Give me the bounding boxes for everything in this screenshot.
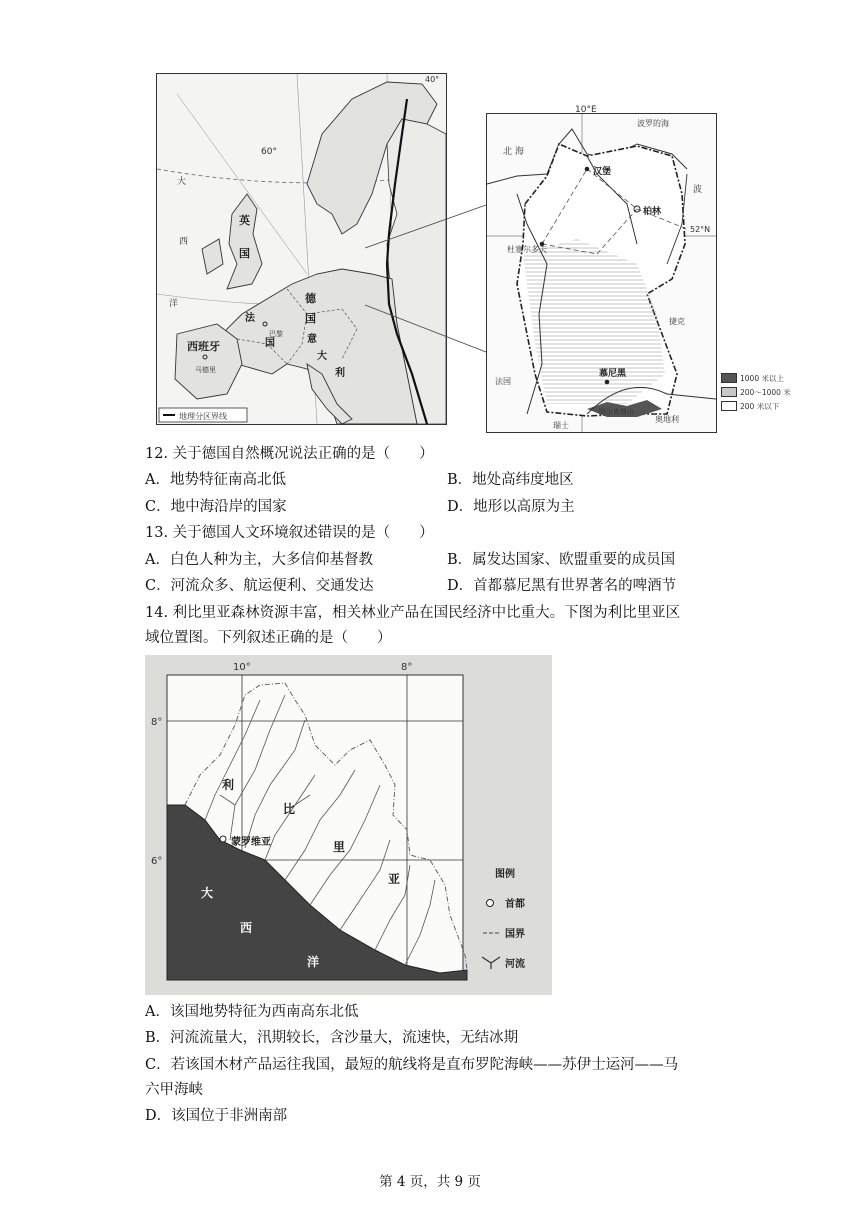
uk-label-1: 英: [239, 214, 250, 227]
q14-option-a: A．该国地势特征为西南高东北低: [145, 1004, 359, 1020]
liberia-map: [145, 655, 552, 995]
q14-option-d: D．该国位于非洲南部: [145, 1108, 288, 1124]
country-label-3: 里: [333, 840, 346, 854]
hamburg-dot: [585, 167, 590, 172]
legend-high-swatch: [721, 373, 737, 383]
legend-border-label: 国界: [505, 929, 525, 940]
paris-label: 巴黎: [269, 330, 283, 338]
q12-stem: 12. 关于德国自然概况说法正确的是（ ）: [145, 446, 434, 462]
legend-river-label: 河流: [505, 959, 525, 970]
country-label-1: 利: [222, 778, 235, 792]
q13-option-c: C．河流众多、航运便利、交通发达: [145, 578, 374, 594]
legend-mid-swatch: [721, 387, 737, 397]
lon8-label: 8°: [401, 662, 413, 673]
monrovia-label: 蒙罗维亚: [231, 837, 271, 848]
italy-label-1: 意: [307, 334, 317, 345]
lat6-label: 6°: [151, 856, 163, 867]
lon10-label: 10°: [233, 662, 251, 673]
germany-map: [486, 105, 717, 433]
q13-option-d: D．首都慕尼黑有世界著名的啤酒节: [447, 578, 677, 594]
madrid-label: 马德里: [195, 366, 216, 374]
italy-label-3: 利: [335, 368, 345, 379]
q14-stem-line2: 域位置图。下列叙述正确的是（ ）: [145, 630, 392, 646]
italy-label-2: 大: [317, 351, 327, 362]
dusseldorf-label: 杜塞尔多夫: [507, 245, 547, 254]
legend-high-label: 1000 米以上: [740, 373, 784, 383]
ocean-label-3: 洋: [307, 955, 320, 969]
france-label: 法国: [495, 377, 511, 386]
lat8-label: 8°: [151, 717, 163, 728]
uk-label-2: 国: [239, 247, 250, 260]
spain-label: 西班牙: [187, 340, 220, 353]
lat60-label: 60°: [261, 147, 277, 157]
legend-low-swatch: [721, 401, 737, 411]
boundary-legend-label: 地理分区界线: [179, 412, 227, 421]
country-label-4: 亚: [388, 872, 401, 886]
q12-option-c: C．地中海沿岸的国家: [145, 499, 287, 515]
alps-label: 阿尔卑斯山: [599, 408, 634, 416]
austria-label: 奥地利: [655, 415, 679, 424]
ocean-label-2: 西: [240, 921, 253, 935]
q14-option-c-line2: 六甲海峡: [145, 1082, 203, 1098]
swiss-label: 瑞士: [553, 421, 569, 430]
legend-title: 图例: [495, 869, 515, 880]
de-label-2: 国: [305, 312, 316, 325]
berlin-label: 柏林: [643, 207, 662, 217]
ocean-label-1: 大: [177, 177, 187, 187]
country-label-2: 比: [283, 802, 296, 816]
fr-label-1: 法: [245, 313, 255, 324]
fr-label-2: 国: [265, 338, 275, 349]
ocean-label-2: 西: [179, 237, 189, 247]
q13-option-b: B．属发达国家、欧盟重要的成员国: [447, 552, 676, 568]
q14-stem-line1: 14. 利比里亚森林资源丰富，相关林业产品在国民经济中比重大。下图为利比里亚区: [145, 605, 681, 621]
q12-option-a: A．地势特征南高北低: [145, 472, 286, 488]
germany-map-graphic: [487, 105, 716, 432]
monrovia-dot: [220, 836, 226, 842]
q12-option-d: D．地形以高原为主: [447, 499, 575, 515]
elevation-legend: [721, 371, 791, 413]
q14-option-b: B．河流流量大，汛期较长，含沙量大，流速快，无结冰期: [145, 1030, 519, 1046]
munich-dot: [605, 380, 610, 385]
legend-low-label: 200 米以下: [740, 401, 780, 411]
lat52-label: 52°N: [690, 225, 711, 234]
ocean-label-3: 洋: [169, 299, 179, 309]
baltic-label: 波罗的海: [637, 119, 669, 128]
ocean-label-1: 大: [201, 886, 214, 900]
hamburg-label: 汉堡: [593, 167, 612, 177]
north-sea-label: 北 海: [503, 147, 524, 157]
q13-stem: 13. 关于德国人文环境叙述错误的是（ ）: [145, 525, 434, 541]
liberia-map-graphic: [145, 655, 552, 995]
q13-option-a: A．白色人种为主，大多信仰基督教: [145, 552, 373, 568]
legend-high: [721, 371, 791, 385]
q12-option-b: B．地处高纬度地区: [447, 472, 574, 488]
lon40-label: 40°: [425, 75, 440, 84]
munich-label: 慕尼黑: [599, 369, 627, 379]
legend-mid-label: 200～1000 米: [740, 387, 791, 397]
q14-option-c-line1: C．若该国木材产品运往我国，最短的航线将是直布罗陀海峡——苏伊士运河——马: [145, 1057, 679, 1073]
page-footer: 第 4 页，共 9 页: [379, 1174, 481, 1190]
de-label-1: 德: [305, 292, 316, 305]
czech-label: 捷克: [669, 317, 685, 326]
legend-capital-label: 首都: [505, 899, 525, 910]
circle-icon: [487, 900, 494, 907]
lon10-label: 10°E: [575, 105, 597, 115]
poland-label: 波: [693, 185, 703, 195]
legend-mid: [721, 385, 791, 399]
legend-low: [721, 399, 791, 413]
